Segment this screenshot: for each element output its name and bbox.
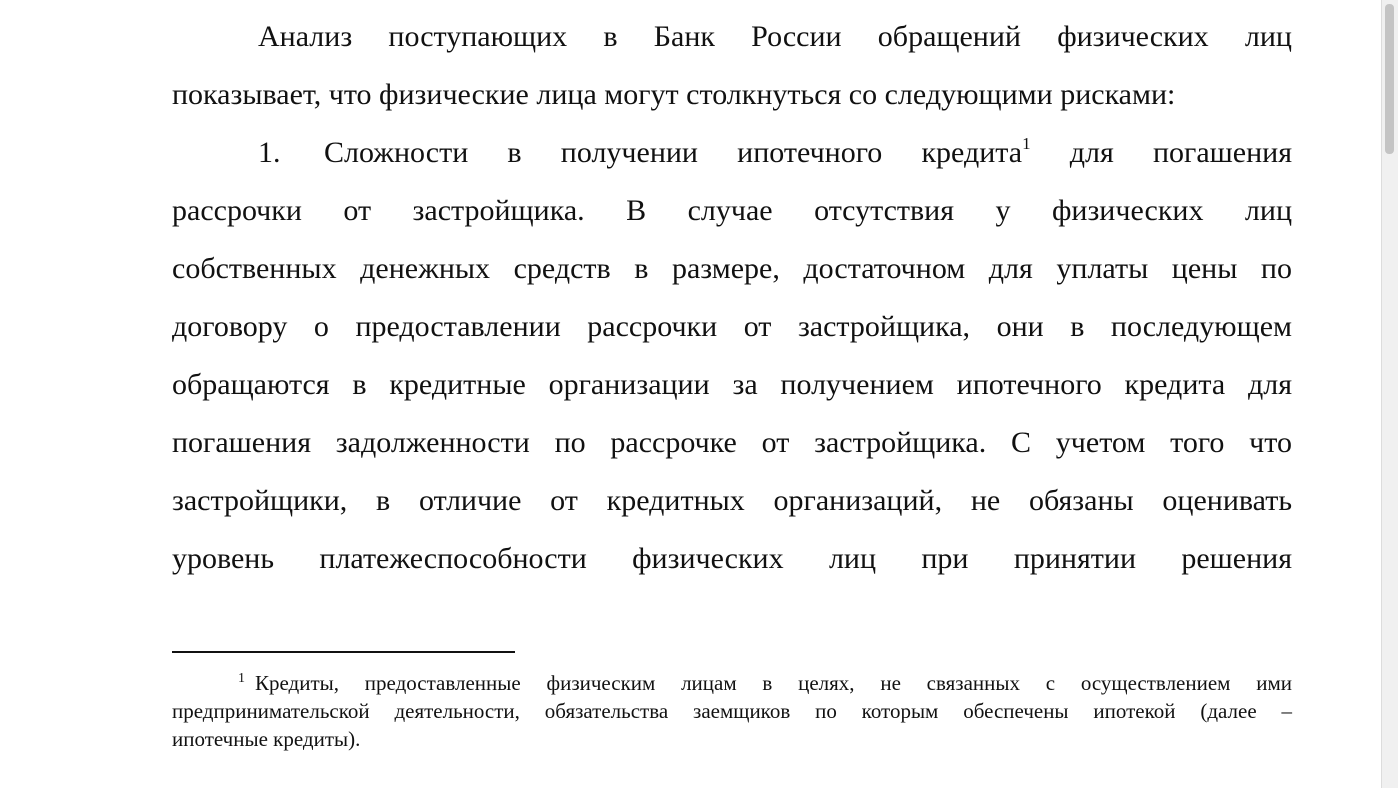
list-item-number: 1. (258, 136, 281, 169)
intro-line-1: Анализ поступающих в Банк России обращений физических лиц (258, 20, 1292, 53)
footnote-line-1 (172, 669, 1292, 697)
footnote-line-1-text: Кредиты, предоставленные физическим лицам в целях, не связанных с осуществлением ими (255, 671, 1292, 695)
list-item-1-line-5: обращаются в кредитные организации за получением ипотечного кредита для (172, 368, 1292, 401)
list-item-1-text-tail: для погашения (1030, 136, 1292, 169)
footnote-line-3: ипотечные кредиты). (172, 727, 361, 751)
footnote-line-2: предпринимательской деятельности, обязательства заемщиков по которым обеспечены ипотекой (далее – (172, 699, 1292, 723)
list-item-1-line-6: погашения задолженности по рассрочке от застройщика. С учетом того что (172, 426, 1292, 459)
scrollbar-thumb[interactable] (1385, 4, 1394, 154)
list-item-1-line-8: уровень платежеспособности физических лиц при принятии решения (172, 542, 1292, 575)
footnote-mark: 1 (238, 671, 245, 686)
list-item-1-line-4: договору о предоставлении рассрочки от застройщика, они в последующем (172, 310, 1292, 343)
list-item-1-line-2: рассрочки от застройщика. В случае отсутствия у физических лиц (172, 194, 1292, 227)
footnote-separator (172, 651, 515, 653)
list-item-1-line-3: собственных денежных средств в размере, достаточном для уплаты цены по (172, 252, 1292, 285)
vertical-scrollbar[interactable] (1381, 0, 1398, 788)
intro-paragraph (172, 8, 1292, 124)
footnote (172, 669, 1292, 753)
list-item-1-first-line (172, 124, 1292, 182)
list-item-1-text-start: Сложности в получении ипотечного кредита (324, 136, 1023, 169)
footnote-reference[interactable]: 1 (1022, 134, 1031, 153)
list-item-1-line-7: застройщики, в отличие от кредитных организаций, не обязаны оценивать (172, 484, 1292, 517)
intro-line-2: показывает, что физические лица могут столкнуться со следующими рисками: (172, 78, 1176, 111)
list-item-1 (172, 124, 1292, 588)
